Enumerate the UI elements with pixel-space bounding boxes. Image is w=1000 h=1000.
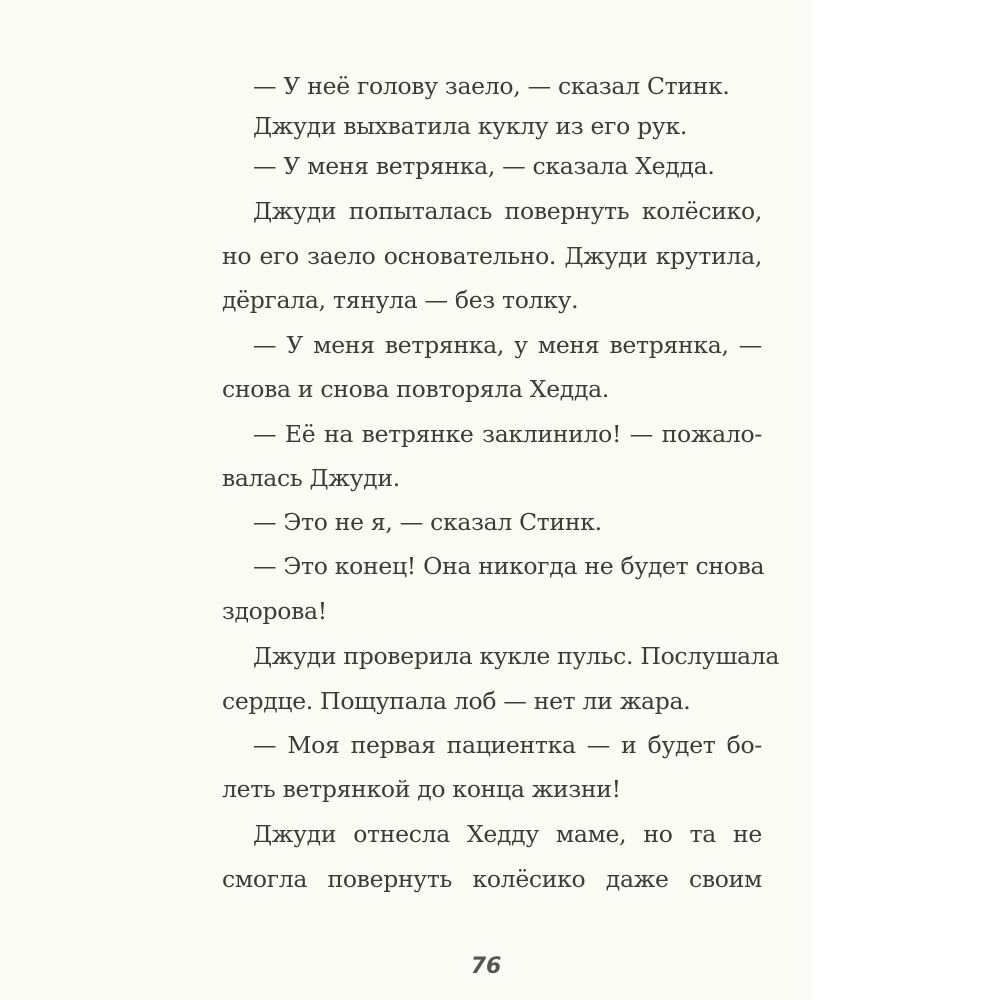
text-line: — Моя первая пациентка — и будет бо- (253, 731, 762, 759)
page-margin (812, 0, 1000, 1000)
page-number: 76 (470, 954, 502, 979)
text-line: — Это не я, — сказал Стинк. (253, 508, 602, 536)
text-line: — У неё голову заело, — сказал Стинк. (253, 72, 730, 100)
text-line: снова и снова повторяла Хедда. (222, 375, 610, 403)
text-line: Джуди проверила кукле пульс. Послушала (253, 642, 780, 670)
text-line: — Её на ветрянке заклинило! — пожало- (253, 420, 762, 448)
text-line: леть ветрянкой до конца жизни! (222, 775, 621, 803)
text-line: сердце. Пощупала лоб — нет ли жара. (222, 687, 691, 715)
text-line: Джуди выхватила куклу из его рук. (253, 112, 687, 140)
text-line: Джуди отнесла Хедду маме, но та не (253, 820, 762, 848)
text-line: здорова! (222, 597, 327, 625)
text-line: смогла повернуть колёсико даже своим (222, 865, 762, 893)
text-line: дёргала, тянула — без толку. (222, 286, 579, 314)
text-line: — Это конец! Она никогда не будет снова (253, 552, 765, 580)
text-line: Джуди попыталась повернуть колёсико, (253, 197, 762, 225)
text-line: — У меня ветрянка, у меня ветрянка, — (253, 331, 762, 359)
text-line: валась Джуди. (222, 464, 400, 492)
text-line: — У меня ветрянка, — сказала Хедда. (253, 152, 715, 180)
text-line: но его заело основательно. Джуди крутила, (222, 242, 762, 270)
